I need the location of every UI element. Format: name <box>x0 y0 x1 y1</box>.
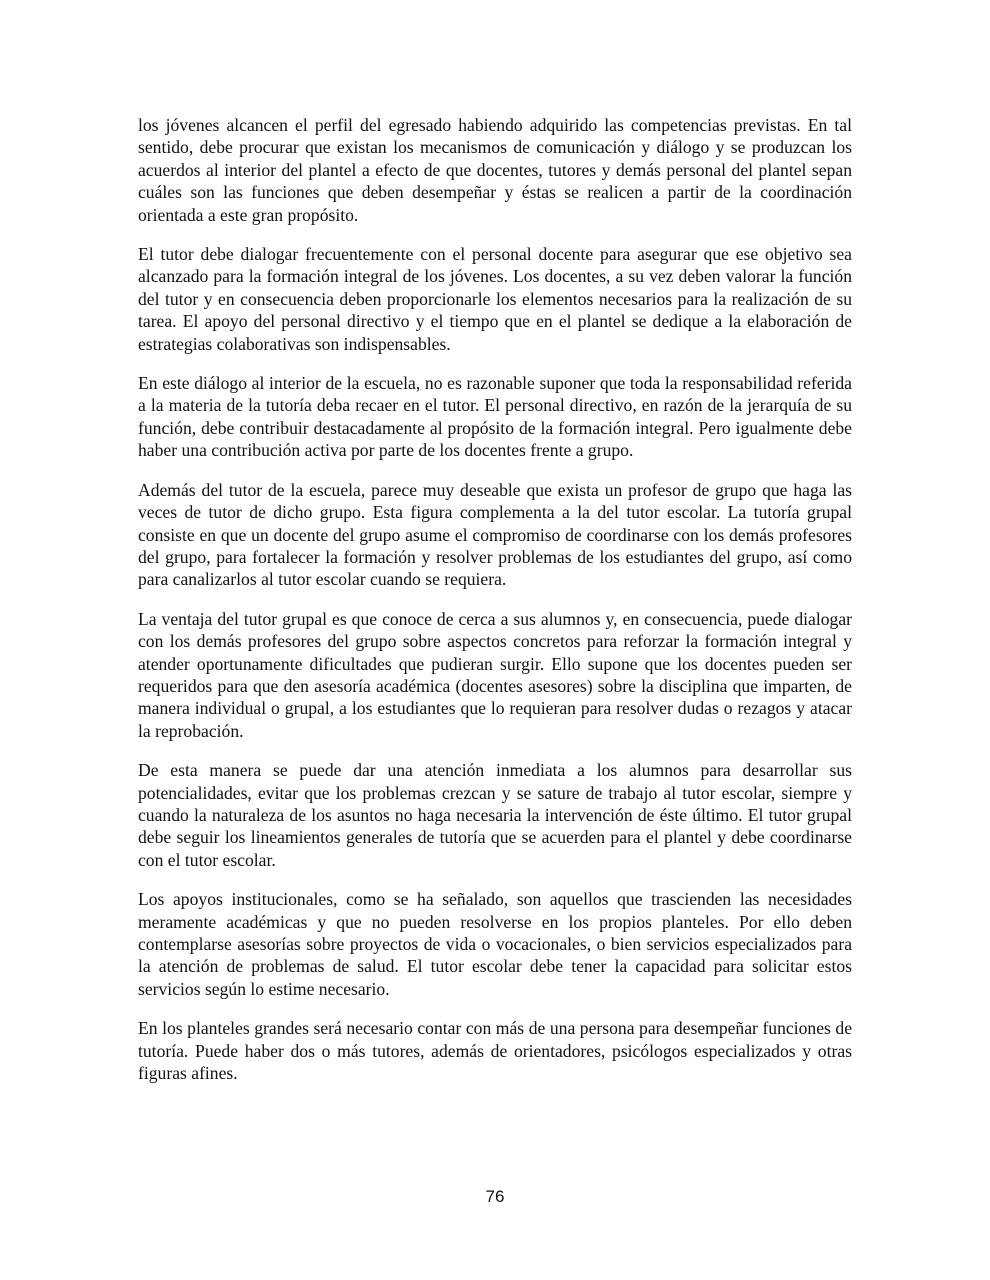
page-body <box>138 114 852 1101</box>
paragraph: La ventaja del tutor grupal es que conoce de cerca a sus alumnos y, en consecuencia, puede dialogar con los demás profesores del grupo sobre aspectos concretos para reforzar la formación integral y atender oportunamente dificultades que pudieran surgir. Ello supone que los docentes pueden ser requeridos para que den asesoría académica (docentes asesores) sobre la disciplina que imparten, de manera individual o grupal, a los estudiantes que lo requieran para resolver dudas o rezagos y atacar la reprobación. <box>138 608 852 741</box>
paragraph: El tutor debe dialogar frecuentemente con el personal docente para asegurar que ese objetivo sea alcanzado para la formación integral de los jóvenes. Los docentes, a su vez deben valorar la función del tutor y en consecuencia deben proporcionarle los elementos necesarios para la realización de su tarea. El apoyo del personal directivo y el tiempo que en el plantel se dedique a la elaboración de estrategias colaborativas son indispensables. <box>138 244 852 354</box>
page-number: 76 <box>485 1187 505 1206</box>
paragraph: En los planteles grandes será necesario contar con más de una persona para desempeñar funciones de tutoría. Puede haber dos o más tutores, además de orientadores, psicólogos especializados y otras figuras afines. <box>138 1018 852 1084</box>
paragraph: los jóvenes alcancen el perfil del egresado habiendo adquirido las competencias previstas. En tal sentido, debe procurar que existan los mecanismos de comunicación y diálogo y se produzcan los acuerdos al interior del plantel a efecto de que docentes, tutores y demás personal del plantel sepan cuáles son las funciones que deben desempeñar y éstas se realicen a partir de la coordinación orientada a este gran propósito. <box>138 115 852 225</box>
paragraph: De esta manera se puede dar una atención inmediata a los alumnos para desarrollar sus potencialidades, evitar que los problemas crezcan y se sature de trabajo al tutor escolar, siempre y cuando la naturaleza de los asuntos no haga necesaria la intervención de éste último. El tutor grupal debe seguir los lineamientos generales de tutoría que se acuerden para el plantel y debe coordinarse con el tutor escolar. <box>138 760 852 870</box>
paragraph: Los apoyos institucionales, como se ha señalado, son aquellos que trascienden las necesidades meramente académicas y que no pueden resolverse en los propios planteles. Por ello deben contemplarse asesorías sobre proyectos de vida o vocacionales, o bien servicios especializados para la atención de problemas de salud. El tutor escolar debe tener la capacidad para solicitar estos servicios según lo estime necesario. <box>138 889 852 999</box>
paragraph: En este diálogo al interior de la escuela, no es razonable suponer que toda la responsabilidad referida a la materia de la tutoría deba recaer en el tutor. El personal directivo, en razón de la jerarquía de su función, debe contribuir destacadamente al propósito de la formación integral. Pero igualmente debe haber una contribución activa por parte de los docentes frente a grupo. <box>138 373 852 461</box>
paragraph: Además del tutor de la escuela, parece muy deseable que exista un profesor de grupo que haga las veces de tutor de dicho grupo. Esta figura complementa a la del tutor escolar. La tutoría grupal consiste en que un docente del grupo asume el compromiso de coordinarse con los demás profesores del grupo, para fortalecer la formación y resolver problemas de los estudiantes del grupo, así como para canalizarlos al tutor escolar cuando se requiera. <box>138 479 852 590</box>
